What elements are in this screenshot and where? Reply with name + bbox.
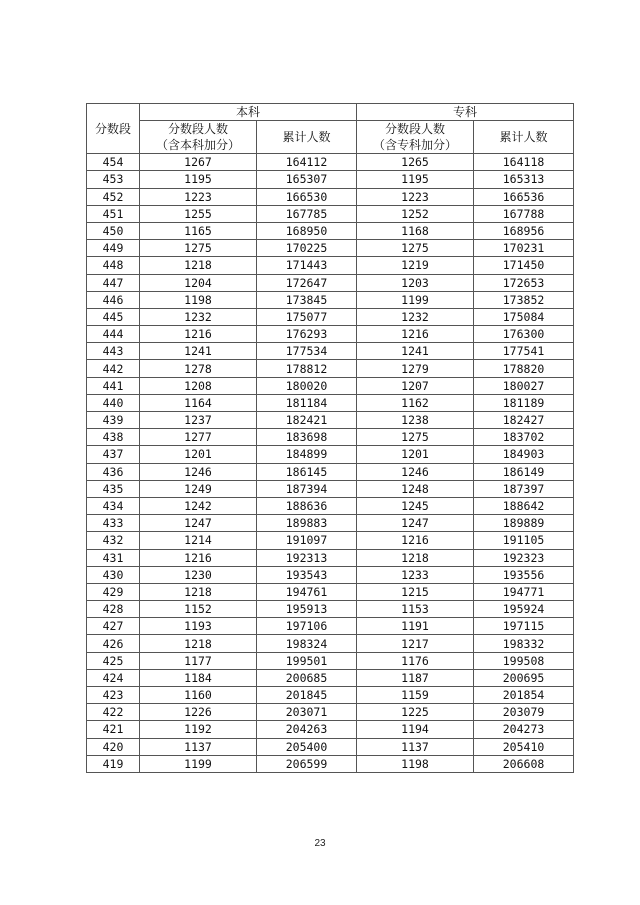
score-cell: 429 bbox=[87, 583, 140, 600]
undergrad-cumulative-cell: 203071 bbox=[257, 704, 357, 721]
score-cell: 430 bbox=[87, 566, 140, 583]
score-cell: 436 bbox=[87, 463, 140, 480]
junior-cumulative-cell: 180027 bbox=[474, 377, 574, 394]
header-junior-cumulative: 累计人数 bbox=[474, 121, 574, 154]
junior-count-cell: 1176 bbox=[357, 652, 474, 669]
table-row bbox=[87, 515, 574, 532]
score-cell: 439 bbox=[87, 412, 140, 429]
junior-count-cell: 1201 bbox=[357, 446, 474, 463]
undergrad-cumulative-cell: 183698 bbox=[257, 429, 357, 446]
undergrad-cumulative-cell: 164112 bbox=[257, 154, 357, 171]
junior-cumulative-cell: 187397 bbox=[474, 480, 574, 497]
junior-cumulative-cell: 177541 bbox=[474, 343, 574, 360]
score-cell: 444 bbox=[87, 326, 140, 343]
undergrad-count-cell: 1255 bbox=[140, 205, 257, 222]
score-cell: 432 bbox=[87, 532, 140, 549]
junior-cumulative-cell: 194771 bbox=[474, 583, 574, 600]
undergrad-cumulative-cell: 177534 bbox=[257, 343, 357, 360]
junior-cumulative-cell: 197115 bbox=[474, 618, 574, 635]
undergrad-cumulative-cell: 206599 bbox=[257, 755, 357, 772]
junior-cumulative-cell: 164118 bbox=[474, 154, 574, 171]
table-row bbox=[87, 532, 574, 549]
junior-cumulative-cell: 175084 bbox=[474, 308, 574, 325]
undergrad-cumulative-cell: 188636 bbox=[257, 497, 357, 514]
junior-count-cell: 1279 bbox=[357, 360, 474, 377]
junior-count-cell: 1159 bbox=[357, 687, 474, 704]
undergrad-count-cell: 1216 bbox=[140, 549, 257, 566]
undergrad-count-cell: 1177 bbox=[140, 652, 257, 669]
score-cell: 447 bbox=[87, 274, 140, 291]
junior-count-cell: 1203 bbox=[357, 274, 474, 291]
undergrad-cumulative-cell: 199501 bbox=[257, 652, 357, 669]
undergrad-count-cell: 1160 bbox=[140, 687, 257, 704]
junior-cumulative-cell: 189889 bbox=[474, 515, 574, 532]
undergrad-count-cell: 1193 bbox=[140, 618, 257, 635]
score-cell: 441 bbox=[87, 377, 140, 394]
junior-cumulative-cell: 167788 bbox=[474, 205, 574, 222]
junior-count-cell: 1248 bbox=[357, 480, 474, 497]
junior-count-cell: 1265 bbox=[357, 154, 474, 171]
junior-count-cell: 1247 bbox=[357, 515, 474, 532]
undergrad-cumulative-cell: 189883 bbox=[257, 515, 357, 532]
undergrad-cumulative-cell: 180020 bbox=[257, 377, 357, 394]
table-row bbox=[87, 188, 574, 205]
undergrad-count-cell: 1237 bbox=[140, 412, 257, 429]
table-row bbox=[87, 222, 574, 239]
junior-count-cell: 1199 bbox=[357, 291, 474, 308]
junior-count-cell: 1168 bbox=[357, 222, 474, 239]
table-row bbox=[87, 549, 574, 566]
undergrad-count-cell: 1214 bbox=[140, 532, 257, 549]
undergrad-count-cell: 1267 bbox=[140, 154, 257, 171]
score-cell: 422 bbox=[87, 704, 140, 721]
junior-cumulative-cell: 191105 bbox=[474, 532, 574, 549]
score-cell: 421 bbox=[87, 721, 140, 738]
junior-cumulative-cell: 172653 bbox=[474, 274, 574, 291]
table-row bbox=[87, 326, 574, 343]
undergrad-cumulative-cell: 200685 bbox=[257, 669, 357, 686]
undergrad-cumulative-cell: 201845 bbox=[257, 687, 357, 704]
junior-count-cell: 1194 bbox=[357, 721, 474, 738]
undergrad-cumulative-cell: 198324 bbox=[257, 635, 357, 652]
header-undergrad: 本科 bbox=[140, 104, 357, 121]
table-row bbox=[87, 412, 574, 429]
score-cell: 427 bbox=[87, 618, 140, 635]
undergrad-count-cell: 1246 bbox=[140, 463, 257, 480]
score-cell: 448 bbox=[87, 257, 140, 274]
undergrad-cumulative-cell: 175077 bbox=[257, 308, 357, 325]
table-row bbox=[87, 377, 574, 394]
junior-cumulative-cell: 201854 bbox=[474, 687, 574, 704]
undergrad-cumulative-cell: 186145 bbox=[257, 463, 357, 480]
junior-cumulative-cell: 204273 bbox=[474, 721, 574, 738]
undergrad-cumulative-cell: 178812 bbox=[257, 360, 357, 377]
undergrad-cumulative-cell: 181184 bbox=[257, 394, 357, 411]
junior-count-cell: 1195 bbox=[357, 171, 474, 188]
junior-count-cell: 1162 bbox=[357, 394, 474, 411]
junior-cumulative-cell: 193556 bbox=[474, 566, 574, 583]
undergrad-cumulative-cell: 172647 bbox=[257, 274, 357, 291]
junior-cumulative-cell: 198332 bbox=[474, 635, 574, 652]
table-row bbox=[87, 618, 574, 635]
undergrad-count-cell: 1208 bbox=[140, 377, 257, 394]
junior-cumulative-cell: 200695 bbox=[474, 669, 574, 686]
undergrad-count-cell: 1241 bbox=[140, 343, 257, 360]
undergrad-cumulative-cell: 173845 bbox=[257, 291, 357, 308]
table-row bbox=[87, 704, 574, 721]
junior-count-cell: 1232 bbox=[357, 308, 474, 325]
junior-count-cell: 1246 bbox=[357, 463, 474, 480]
table-row bbox=[87, 497, 574, 514]
undergrad-count-cell: 1201 bbox=[140, 446, 257, 463]
undergrad-cumulative-cell: 187394 bbox=[257, 480, 357, 497]
table-row bbox=[87, 635, 574, 652]
table-row bbox=[87, 308, 574, 325]
junior-count-cell: 1275 bbox=[357, 429, 474, 446]
score-cell: 425 bbox=[87, 652, 140, 669]
undergrad-cumulative-cell: 168950 bbox=[257, 222, 357, 239]
header-undergrad-count bbox=[140, 121, 257, 154]
undergrad-count-cell: 1223 bbox=[140, 188, 257, 205]
junior-cumulative-cell: 188642 bbox=[474, 497, 574, 514]
junior-cumulative-cell: 205410 bbox=[474, 738, 574, 755]
header-score-segment: 分数段 bbox=[87, 104, 140, 154]
table-body bbox=[87, 154, 574, 773]
undergrad-cumulative-cell: 197106 bbox=[257, 618, 357, 635]
undergrad-cumulative-cell: 171443 bbox=[257, 257, 357, 274]
undergrad-count-cell: 1184 bbox=[140, 669, 257, 686]
table-row bbox=[87, 652, 574, 669]
undergrad-count-cell: 1204 bbox=[140, 274, 257, 291]
junior-count-cell: 1215 bbox=[357, 583, 474, 600]
table-row bbox=[87, 343, 574, 360]
undergrad-count-cell: 1152 bbox=[140, 601, 257, 618]
junior-cumulative-cell: 203079 bbox=[474, 704, 574, 721]
table-row bbox=[87, 721, 574, 738]
junior-count-cell: 1252 bbox=[357, 205, 474, 222]
table-row bbox=[87, 738, 574, 755]
junior-cumulative-cell: 206608 bbox=[474, 755, 574, 772]
undergrad-count-cell: 1199 bbox=[140, 755, 257, 772]
score-cell: 443 bbox=[87, 343, 140, 360]
junior-cumulative-cell: 186149 bbox=[474, 463, 574, 480]
undergrad-count-cell: 1164 bbox=[140, 394, 257, 411]
undergrad-cumulative-cell: 170225 bbox=[257, 240, 357, 257]
table-row bbox=[87, 429, 574, 446]
junior-count-cell: 1207 bbox=[357, 377, 474, 394]
undergrad-count-cell: 1198 bbox=[140, 291, 257, 308]
score-cell: 450 bbox=[87, 222, 140, 239]
score-cell: 453 bbox=[87, 171, 140, 188]
undergrad-cumulative-cell: 166530 bbox=[257, 188, 357, 205]
junior-cumulative-cell: 166536 bbox=[474, 188, 574, 205]
junior-cumulative-cell: 170231 bbox=[474, 240, 574, 257]
undergrad-cumulative-cell: 195913 bbox=[257, 601, 357, 618]
score-cell: 449 bbox=[87, 240, 140, 257]
junior-cumulative-cell: 183702 bbox=[474, 429, 574, 446]
table-row bbox=[87, 394, 574, 411]
junior-count-cell: 1225 bbox=[357, 704, 474, 721]
table-row bbox=[87, 154, 574, 171]
undergrad-cumulative-cell: 167785 bbox=[257, 205, 357, 222]
header-junior-college: 专科 bbox=[357, 104, 574, 121]
table-row bbox=[87, 687, 574, 704]
undergrad-count-cell: 1218 bbox=[140, 635, 257, 652]
table-row bbox=[87, 463, 574, 480]
undergrad-count-cell: 1165 bbox=[140, 222, 257, 239]
junior-count-cell: 1219 bbox=[357, 257, 474, 274]
junior-cumulative-cell: 176300 bbox=[474, 326, 574, 343]
table-row bbox=[87, 240, 574, 257]
table-row bbox=[87, 257, 574, 274]
undergrad-cumulative-cell: 165307 bbox=[257, 171, 357, 188]
junior-count-cell: 1198 bbox=[357, 755, 474, 772]
junior-count-cell: 1137 bbox=[357, 738, 474, 755]
junior-count-cell: 1187 bbox=[357, 669, 474, 686]
score-cell: 446 bbox=[87, 291, 140, 308]
undergrad-cumulative-cell: 205400 bbox=[257, 738, 357, 755]
table-row bbox=[87, 601, 574, 618]
junior-count-cell: 1217 bbox=[357, 635, 474, 652]
junior-count-cell: 1275 bbox=[357, 240, 474, 257]
undergrad-count-cell: 1249 bbox=[140, 480, 257, 497]
undergrad-count-cell: 1218 bbox=[140, 583, 257, 600]
table-row bbox=[87, 360, 574, 377]
score-cell: 451 bbox=[87, 205, 140, 222]
header-junior-count-line1: 分数段人数 bbox=[385, 122, 446, 137]
junior-cumulative-cell: 181189 bbox=[474, 394, 574, 411]
undergrad-count-cell: 1275 bbox=[140, 240, 257, 257]
undergrad-cumulative-cell: 191097 bbox=[257, 532, 357, 549]
score-cell: 420 bbox=[87, 738, 140, 755]
undergrad-count-cell: 1226 bbox=[140, 704, 257, 721]
junior-count-cell: 1191 bbox=[357, 618, 474, 635]
table-row bbox=[87, 583, 574, 600]
junior-cumulative-cell: 182427 bbox=[474, 412, 574, 429]
undergrad-count-cell: 1278 bbox=[140, 360, 257, 377]
undergrad-count-cell: 1230 bbox=[140, 566, 257, 583]
junior-cumulative-cell: 165313 bbox=[474, 171, 574, 188]
score-cell: 423 bbox=[87, 687, 140, 704]
undergrad-cumulative-cell: 184899 bbox=[257, 446, 357, 463]
score-cell: 442 bbox=[87, 360, 140, 377]
score-cell: 428 bbox=[87, 601, 140, 618]
score-cell: 452 bbox=[87, 188, 140, 205]
header-junior-count-line2: （含专科加分） bbox=[373, 138, 458, 153]
table-row bbox=[87, 446, 574, 463]
undergrad-cumulative-cell: 192313 bbox=[257, 549, 357, 566]
table-row bbox=[87, 669, 574, 686]
junior-count-cell: 1223 bbox=[357, 188, 474, 205]
table-header bbox=[87, 104, 574, 154]
junior-count-cell: 1153 bbox=[357, 601, 474, 618]
undergrad-count-cell: 1277 bbox=[140, 429, 257, 446]
undergrad-cumulative-cell: 176293 bbox=[257, 326, 357, 343]
table-row bbox=[87, 205, 574, 222]
junior-cumulative-cell: 192323 bbox=[474, 549, 574, 566]
score-cell: 424 bbox=[87, 669, 140, 686]
table-row bbox=[87, 755, 574, 772]
undergrad-count-cell: 1218 bbox=[140, 257, 257, 274]
score-cell: 435 bbox=[87, 480, 140, 497]
undergrad-count-cell: 1195 bbox=[140, 171, 257, 188]
junior-count-cell: 1216 bbox=[357, 532, 474, 549]
junior-count-cell: 1216 bbox=[357, 326, 474, 343]
score-cell: 433 bbox=[87, 515, 140, 532]
undergrad-count-cell: 1242 bbox=[140, 497, 257, 514]
junior-cumulative-cell: 173852 bbox=[474, 291, 574, 308]
undergrad-count-cell: 1137 bbox=[140, 738, 257, 755]
junior-count-cell: 1233 bbox=[357, 566, 474, 583]
undergrad-count-cell: 1247 bbox=[140, 515, 257, 532]
score-cell: 419 bbox=[87, 755, 140, 772]
table-row bbox=[87, 274, 574, 291]
score-cell: 440 bbox=[87, 394, 140, 411]
undergrad-cumulative-cell: 182421 bbox=[257, 412, 357, 429]
table-row bbox=[87, 171, 574, 188]
header-undergrad-cumulative: 累计人数 bbox=[257, 121, 357, 154]
junior-cumulative-cell: 168956 bbox=[474, 222, 574, 239]
undergrad-cumulative-cell: 194761 bbox=[257, 583, 357, 600]
junior-cumulative-cell: 184903 bbox=[474, 446, 574, 463]
score-distribution-table bbox=[86, 103, 574, 773]
header-junior-count bbox=[357, 121, 474, 154]
junior-count-cell: 1218 bbox=[357, 549, 474, 566]
table-row bbox=[87, 566, 574, 583]
undergrad-count-cell: 1216 bbox=[140, 326, 257, 343]
score-cell: 434 bbox=[87, 497, 140, 514]
junior-cumulative-cell: 171450 bbox=[474, 257, 574, 274]
page-number: 23 bbox=[314, 838, 326, 849]
score-cell: 438 bbox=[87, 429, 140, 446]
undergrad-count-cell: 1192 bbox=[140, 721, 257, 738]
table-row bbox=[87, 480, 574, 497]
score-cell: 445 bbox=[87, 308, 140, 325]
score-cell: 437 bbox=[87, 446, 140, 463]
undergrad-cumulative-cell: 204263 bbox=[257, 721, 357, 738]
junior-count-cell: 1238 bbox=[357, 412, 474, 429]
undergrad-cumulative-cell: 193543 bbox=[257, 566, 357, 583]
header-undergrad-count-line1: 分数段人数 bbox=[167, 122, 228, 137]
score-cell: 454 bbox=[87, 154, 140, 171]
header-undergrad-count-line2: （含本科加分） bbox=[155, 138, 240, 153]
score-cell: 431 bbox=[87, 549, 140, 566]
score-cell: 426 bbox=[87, 635, 140, 652]
junior-count-cell: 1241 bbox=[357, 343, 474, 360]
junior-cumulative-cell: 178820 bbox=[474, 360, 574, 377]
junior-count-cell: 1245 bbox=[357, 497, 474, 514]
junior-cumulative-cell: 195924 bbox=[474, 601, 574, 618]
junior-cumulative-cell: 199508 bbox=[474, 652, 574, 669]
table-row bbox=[87, 291, 574, 308]
undergrad-count-cell: 1232 bbox=[140, 308, 257, 325]
